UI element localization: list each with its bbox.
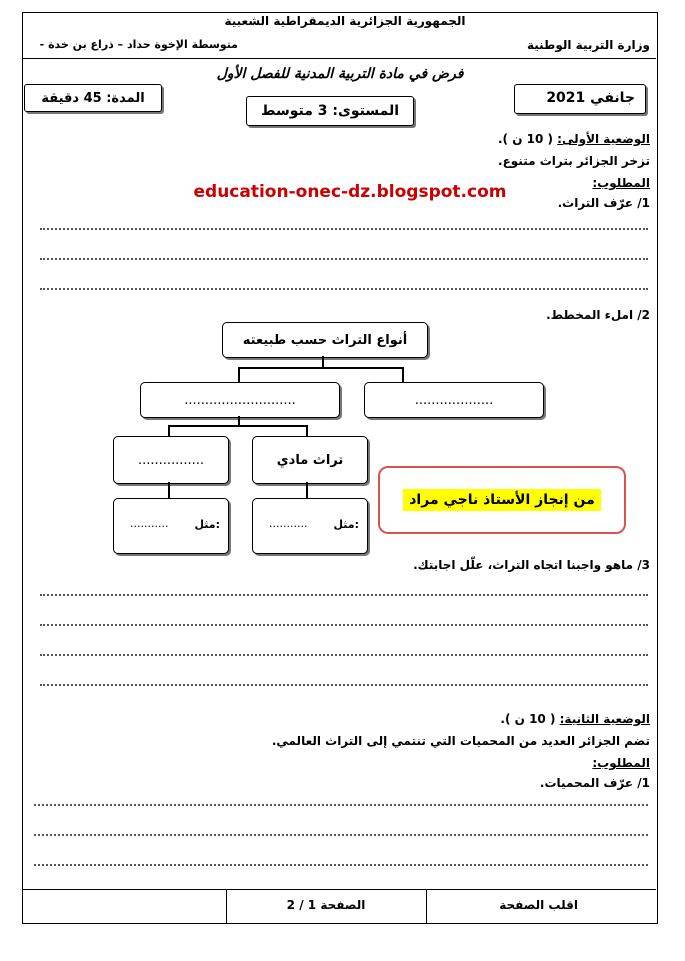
diagram-root [222,322,428,358]
answer-line [34,864,648,866]
connector [238,367,404,369]
watermark-text: education-onec-dz.blogspot.com [193,182,507,202]
answer-line [34,804,648,806]
example-blank: ........... [269,517,308,530]
diagram-root-label: أنواع التراث حسب طبيعته [242,332,408,348]
credit-box [378,466,626,534]
diagram-blank: ........................... [184,392,296,408]
level-box [246,96,414,126]
situation1-title: الوضعية الأولى: [557,132,650,146]
diagram-example-left [113,498,229,554]
diagram-material-label: تراث مادي [276,452,344,468]
connector [168,482,170,498]
connector [402,367,404,383]
school-name: متوسطة الإخوة حداد – ذراع بن خدة - [39,38,238,51]
turn-page: اقلب الصفحة [499,898,578,912]
date-box [514,84,646,114]
question1: 1/ عرّف التراث. [557,196,650,210]
diagram-type-left [140,382,340,418]
duration-box [24,84,162,112]
diagram-type-right [364,382,544,418]
footer-divider [22,889,656,890]
question2: 2/ املء المخطط. [546,308,650,322]
answer-line [40,624,648,626]
footer-divider [426,889,427,923]
example-label: مثل: [194,518,220,531]
situation2-question1: 1/ عرّف المحميات. [539,776,650,790]
diagram-subtype-left [113,436,229,484]
answer-line [34,834,648,836]
diagram-example-material [252,498,368,554]
situation1-required: المطلوب: [592,176,650,190]
situation2-required: المطلوب: [592,756,650,770]
answer-line [40,288,648,290]
example-blank: ........... [130,517,169,530]
question3: 3/ ماهو واجبنا اتجاه التراث، علّل اجابتك. [413,558,650,572]
connector [306,482,308,498]
exam-title: فرض في مادة التربية المدنية للفصل الأول [216,66,464,82]
credit-text: من إنجاز الأستاذ ناجي مراد [403,489,601,511]
header-divider [22,58,656,59]
situation1-points: ( 10 ن ). [497,132,553,146]
connector [238,367,240,383]
situation2-text: تضم الجزائر العديد من المحميات التي تنتمي إلى التراث العالمي. [271,734,650,748]
answer-line [40,654,648,656]
diagram-blank: ................ [137,452,205,468]
level-text: المستوى: 3 متوسط [260,103,400,119]
ministry-name: وزارة التربية الوطنية [526,38,650,52]
situation2-title: الوضعية الثانية: [559,712,650,726]
situation2-heading [300,712,650,726]
answer-line [40,684,648,686]
footer-divider [226,889,227,923]
situation1-heading [300,132,650,146]
answer-line [40,258,648,260]
duration-text: المدة: 45 دقيقة [41,90,145,106]
republic-title: الجمهورية الجزائرية الديمقراطية الشعبية [224,14,466,28]
page-number: الصفحة 1 / 2 [286,898,366,912]
answer-line [40,228,648,230]
situation2-points: ( 10 ن ). [500,712,556,726]
example-label: مثل: [333,518,359,531]
connector [168,425,308,427]
diagram-blank: ................... [414,392,494,408]
diagram-subtype-material [252,436,368,484]
answer-line [40,594,648,596]
situation1-text: تزخر الجزائر بتراث متنوع. [498,154,650,168]
date-text: جانفي 2021 [546,90,635,106]
